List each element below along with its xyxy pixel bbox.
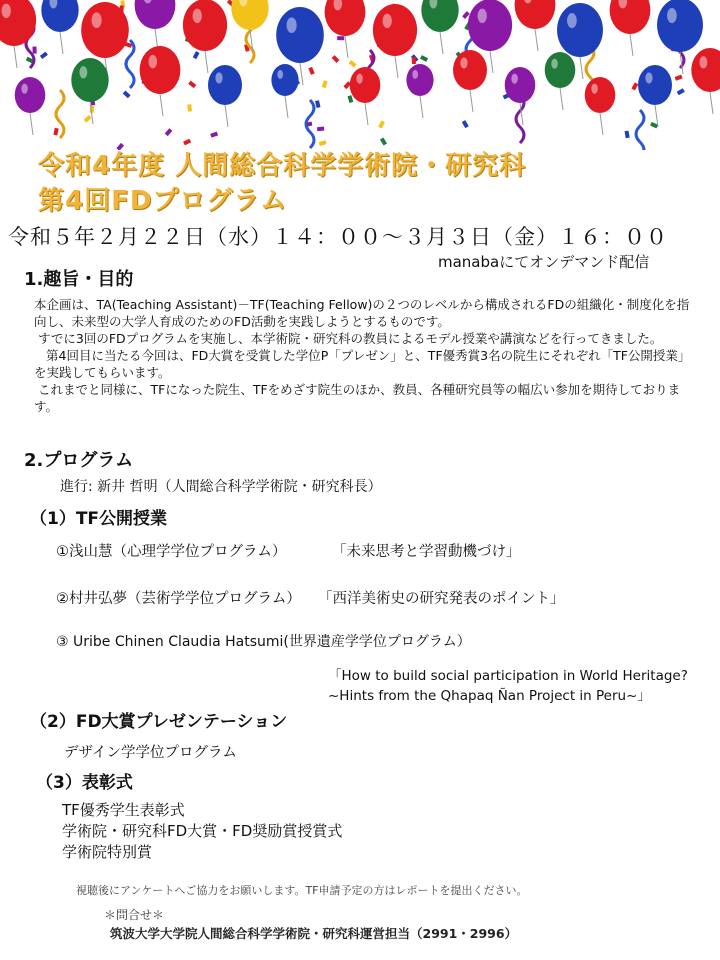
balloon-icon	[41, 0, 78, 54]
section1-heading: 1.趣旨・目的	[24, 269, 134, 290]
balloon-banner	[0, 0, 720, 150]
confetti-icon	[462, 120, 469, 128]
balloon-icon	[691, 48, 720, 114]
sub1-heading: （1）TF公開授業	[30, 509, 168, 529]
balloon-icon	[71, 58, 108, 124]
confetti-icon	[322, 80, 328, 88]
confetti-icon	[412, 57, 416, 64]
confetti-icon	[187, 104, 192, 111]
confetti-icon	[677, 88, 685, 95]
section2-heading: 2.プログラム	[24, 450, 134, 471]
confetti-icon	[317, 127, 324, 132]
balloon-icon	[271, 64, 298, 118]
balloon-icon	[421, 0, 458, 54]
sub3-heading: （3）表彰式	[36, 773, 133, 793]
confetti-icon	[84, 115, 92, 123]
balloon-icon	[208, 65, 242, 127]
survey-note: 視聴後にアンケートへご協力をお願いします。TF申請予定の方はレポートを提出ください。	[76, 884, 528, 897]
contact-info: 筑波大学大学院人間総合科学学術院・研究科運営担当（2991・2996）	[110, 926, 518, 941]
confetti-icon	[625, 131, 630, 139]
balloon-icon	[140, 46, 181, 116]
confetti-icon	[32, 47, 36, 54]
award-item: 学術院特別賞	[62, 843, 153, 861]
balloon-icon	[505, 67, 536, 125]
confetti-icon	[53, 128, 58, 136]
balloon-icon	[515, 0, 556, 51]
presenter-2: ②村井弘夢（芸術学学位プログラム）	[56, 591, 301, 607]
purpose-paragraph: 本企画は、TA(Teaching Assistant)－TF(Teaching Fellow)の２つのレベルから構成されるFDの組織化・制度化を指向し、未来型の大学人育成のためのFD活動を実践しようとするものです。	[34, 297, 690, 329]
purpose-paragraph: すでに3回のFDプログラムを実施し、本学術院・研究科の教員によるモデル授業や講演などを行ってきました。	[38, 331, 663, 346]
balloon-icon	[585, 77, 616, 135]
confetti-icon	[348, 95, 354, 103]
confetti-icon	[650, 122, 658, 129]
purpose-paragraph: これまでと同様に、TFになった院生、TFをめざす院生のほか、教員、各種研究員等の幅広い参加を期待しております。	[34, 382, 681, 414]
confetti-icon	[332, 55, 340, 63]
confetti-icon	[462, 11, 470, 19]
confetti-icon	[420, 55, 428, 62]
confetti-icon	[675, 75, 683, 81]
balloon-icon	[610, 0, 651, 56]
delivery-note: manabaにてオンデマンド配信	[438, 253, 650, 271]
section1-body	[34, 296, 694, 415]
balloon-icon	[0, 0, 36, 68]
confetti-icon	[378, 121, 385, 129]
sub2-item: デザイン学学位プログラム	[64, 745, 237, 761]
award-list	[62, 800, 342, 863]
event-datetime: 令和５年２月２２日（水）１４：００～３月３日（金）１６：００	[8, 225, 668, 249]
balloon-icon	[373, 4, 417, 78]
award-item: 学術院・研究科FD大賞・FD奨励賞授賞式	[62, 822, 343, 840]
purpose-paragraph: 第4回目に当たる今回は、FD大賞を受賞した学位P「プレゼン」と、TF優秀賞3名の院生にそれぞれ「TF公開授業」を実践してもらいます。	[34, 348, 691, 380]
page-title-line2: 第4回FDプログラム	[38, 186, 288, 216]
balloon-icon	[406, 64, 433, 118]
confetti-icon	[210, 132, 218, 138]
balloon-icon	[453, 50, 487, 112]
topic-3-line2: ~Hints from the Qhapaq Ñan Project in Peru~」	[328, 688, 651, 704]
sub2-heading: （2）FD大賞プレゼンテーション	[30, 712, 288, 732]
balloon-icon	[231, 0, 268, 52]
confetti-icon	[193, 51, 200, 59]
confetti-icon	[165, 128, 173, 136]
confetti-icon	[315, 100, 320, 108]
presenter-1: ①浅山慧（心理学学位プログラム）	[56, 544, 287, 560]
balloon-icon	[545, 52, 576, 110]
confetti-icon	[337, 36, 344, 40]
confetti-icon	[188, 81, 196, 88]
confetti-icon	[123, 91, 131, 99]
contact-label: ＊問合せ＊	[104, 908, 165, 922]
topic-1: 「未来思考と学習動機づけ」	[332, 544, 521, 560]
topic-2: 「西洋美術史の研究発表のポイント」	[318, 591, 565, 607]
ribbon-icon	[636, 110, 644, 150]
balloon-icon	[350, 67, 381, 125]
presenter-3: ③ Uribe Chinen Claudia Hatsumi(世界遺産学学位プログラム）	[56, 634, 471, 650]
topic-3-line1: 「How to build social participation in World Heritage?	[328, 668, 688, 684]
confetti-icon	[631, 82, 638, 90]
balloon-icon	[183, 0, 227, 73]
page-title-line1: 令和4年度 人間総合科学学術院・研究科	[38, 151, 527, 181]
balloon-icon	[325, 0, 366, 58]
award-item: TF優秀学生表彰式	[62, 801, 185, 819]
balloon-icon	[15, 77, 46, 135]
confetti-icon	[308, 67, 314, 75]
confetti-icon	[349, 60, 357, 68]
balloon-icon	[135, 0, 176, 51]
confetti-icon	[40, 52, 48, 59]
moderator: 進行: 新井 哲明（人間総合科学学術院・研究科長）	[60, 479, 382, 495]
